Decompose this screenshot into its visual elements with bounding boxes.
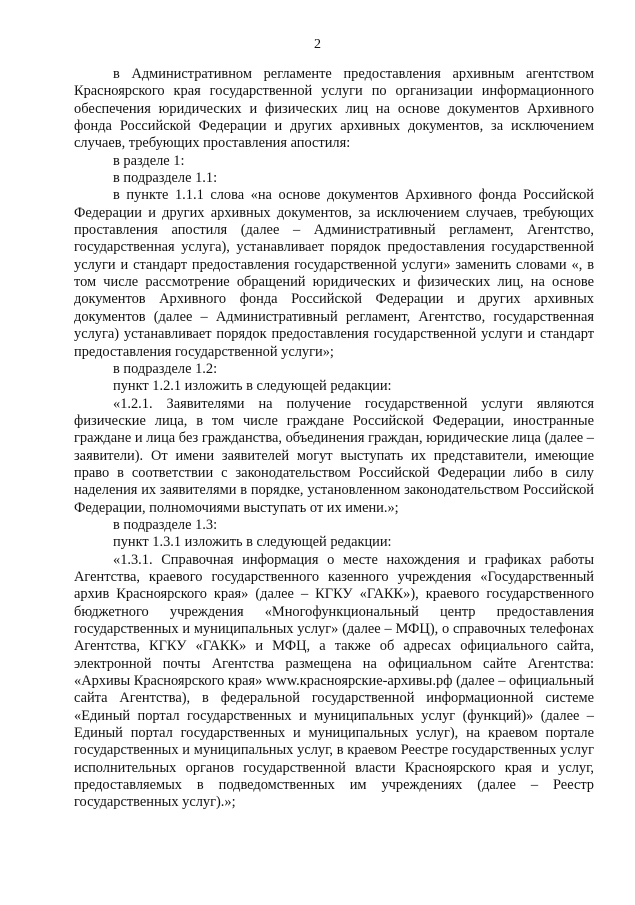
paragraph-item-1-2-1-intro: пункт 1.2.1 изложить в следующей редакции: [113, 378, 392, 395]
paragraph-regulation-intro: в Административном регламенте предоставления архивным агентством Красноярского края государственной услуги по организации информационного обеспечения юридических и физических лиц на основе документов Архивного фонда Российской Федерации и других архивных документов, за исключением случаев, требующих проставления апостиля: [74, 66, 594, 152]
paragraph-subsection-1-3: в подразделе 1.3: [113, 516, 218, 533]
paragraph-item-1-1-1: в пункте 1.1.1 слова «на основе документов Архивного фонда Российской Федерации и других архивных документов, за исключением случаев, требующих проставления апостиля (далее – Административный регламент, Агентство, государственная услуга), устанавливает порядок предоставления государственной услуги и стандарт предоставления государственной услуги» заменить словами «, в том числе рассмотрение обращений юридических и физических лиц, на основе документов Архивного фонда Российской Федерации и других архивных документов (далее – Административный регламент, Агентство, государственная услуга) устанавливает порядок предоставления государственной услуги и стандарт предоставления государственной услуги»; [74, 187, 594, 360]
paragraph-subsection-1-1: в подразделе 1.1: [113, 170, 218, 187]
paragraph-item-1-3-1-text: «1.3.1. Справочная информация о месте нахождения и графиках работы Агентства, краевого государственного казенного учреждения «Государственный архив Красноярского края» (далее – КГКУ «ГАКК»), краевого государственного бюджетного учреждения «Многофункциональный центр предоставления государственных и муниципальных услуг» (далее – МФЦ), о справочных телефонах Агентства, КГКУ «ГАКК» и МФЦ, а также об адресах официального сайта, электронной почты Агентства размещена на официальном сайте Агентства: «Архивы Красноярского края» www.красноярские-архивы.рф (далее – официальный сайта Агентства), в федеральной государственной информационной системе «Единый портал государственных и муниципальных услуг (функций)» (далее – Единый портал государственных и муниципальных услуг), на краевом портале государственных и муниципальных услуг, в краевом Реестре государственных услуг исполнительных органов государственной власти Красноярского края и услуг, предоставляемых в подведомственных им учреждениях (далее – Реестр государственных услуг).»; [74, 551, 594, 811]
paragraph-item-1-2-1-text: «1.2.1. Заявителями на получение государственной услуги являются физические лица, в том числе граждане Российской Федерации, иностранные граждане и лица без гражданства, объединения граждан, юридические лица (далее – заявители). От имени заявителей могут выступать их представители, имеющие право в соответствии с законодательством Российской Федерации либо в силу наделения их заявителями в порядке, установленном законодательством Российской Федерации, полномочиями выступать от их имени.»; [74, 395, 594, 516]
paragraph-section-1: в разделе 1: [113, 152, 185, 169]
document-body [74, 66, 594, 812]
page-number: 2 [314, 37, 321, 52]
paragraph-subsection-1-2: в подразделе 1.2: [113, 360, 218, 377]
paragraph-item-1-3-1-intro: пункт 1.3.1 изложить в следующей редакции: [113, 534, 392, 551]
